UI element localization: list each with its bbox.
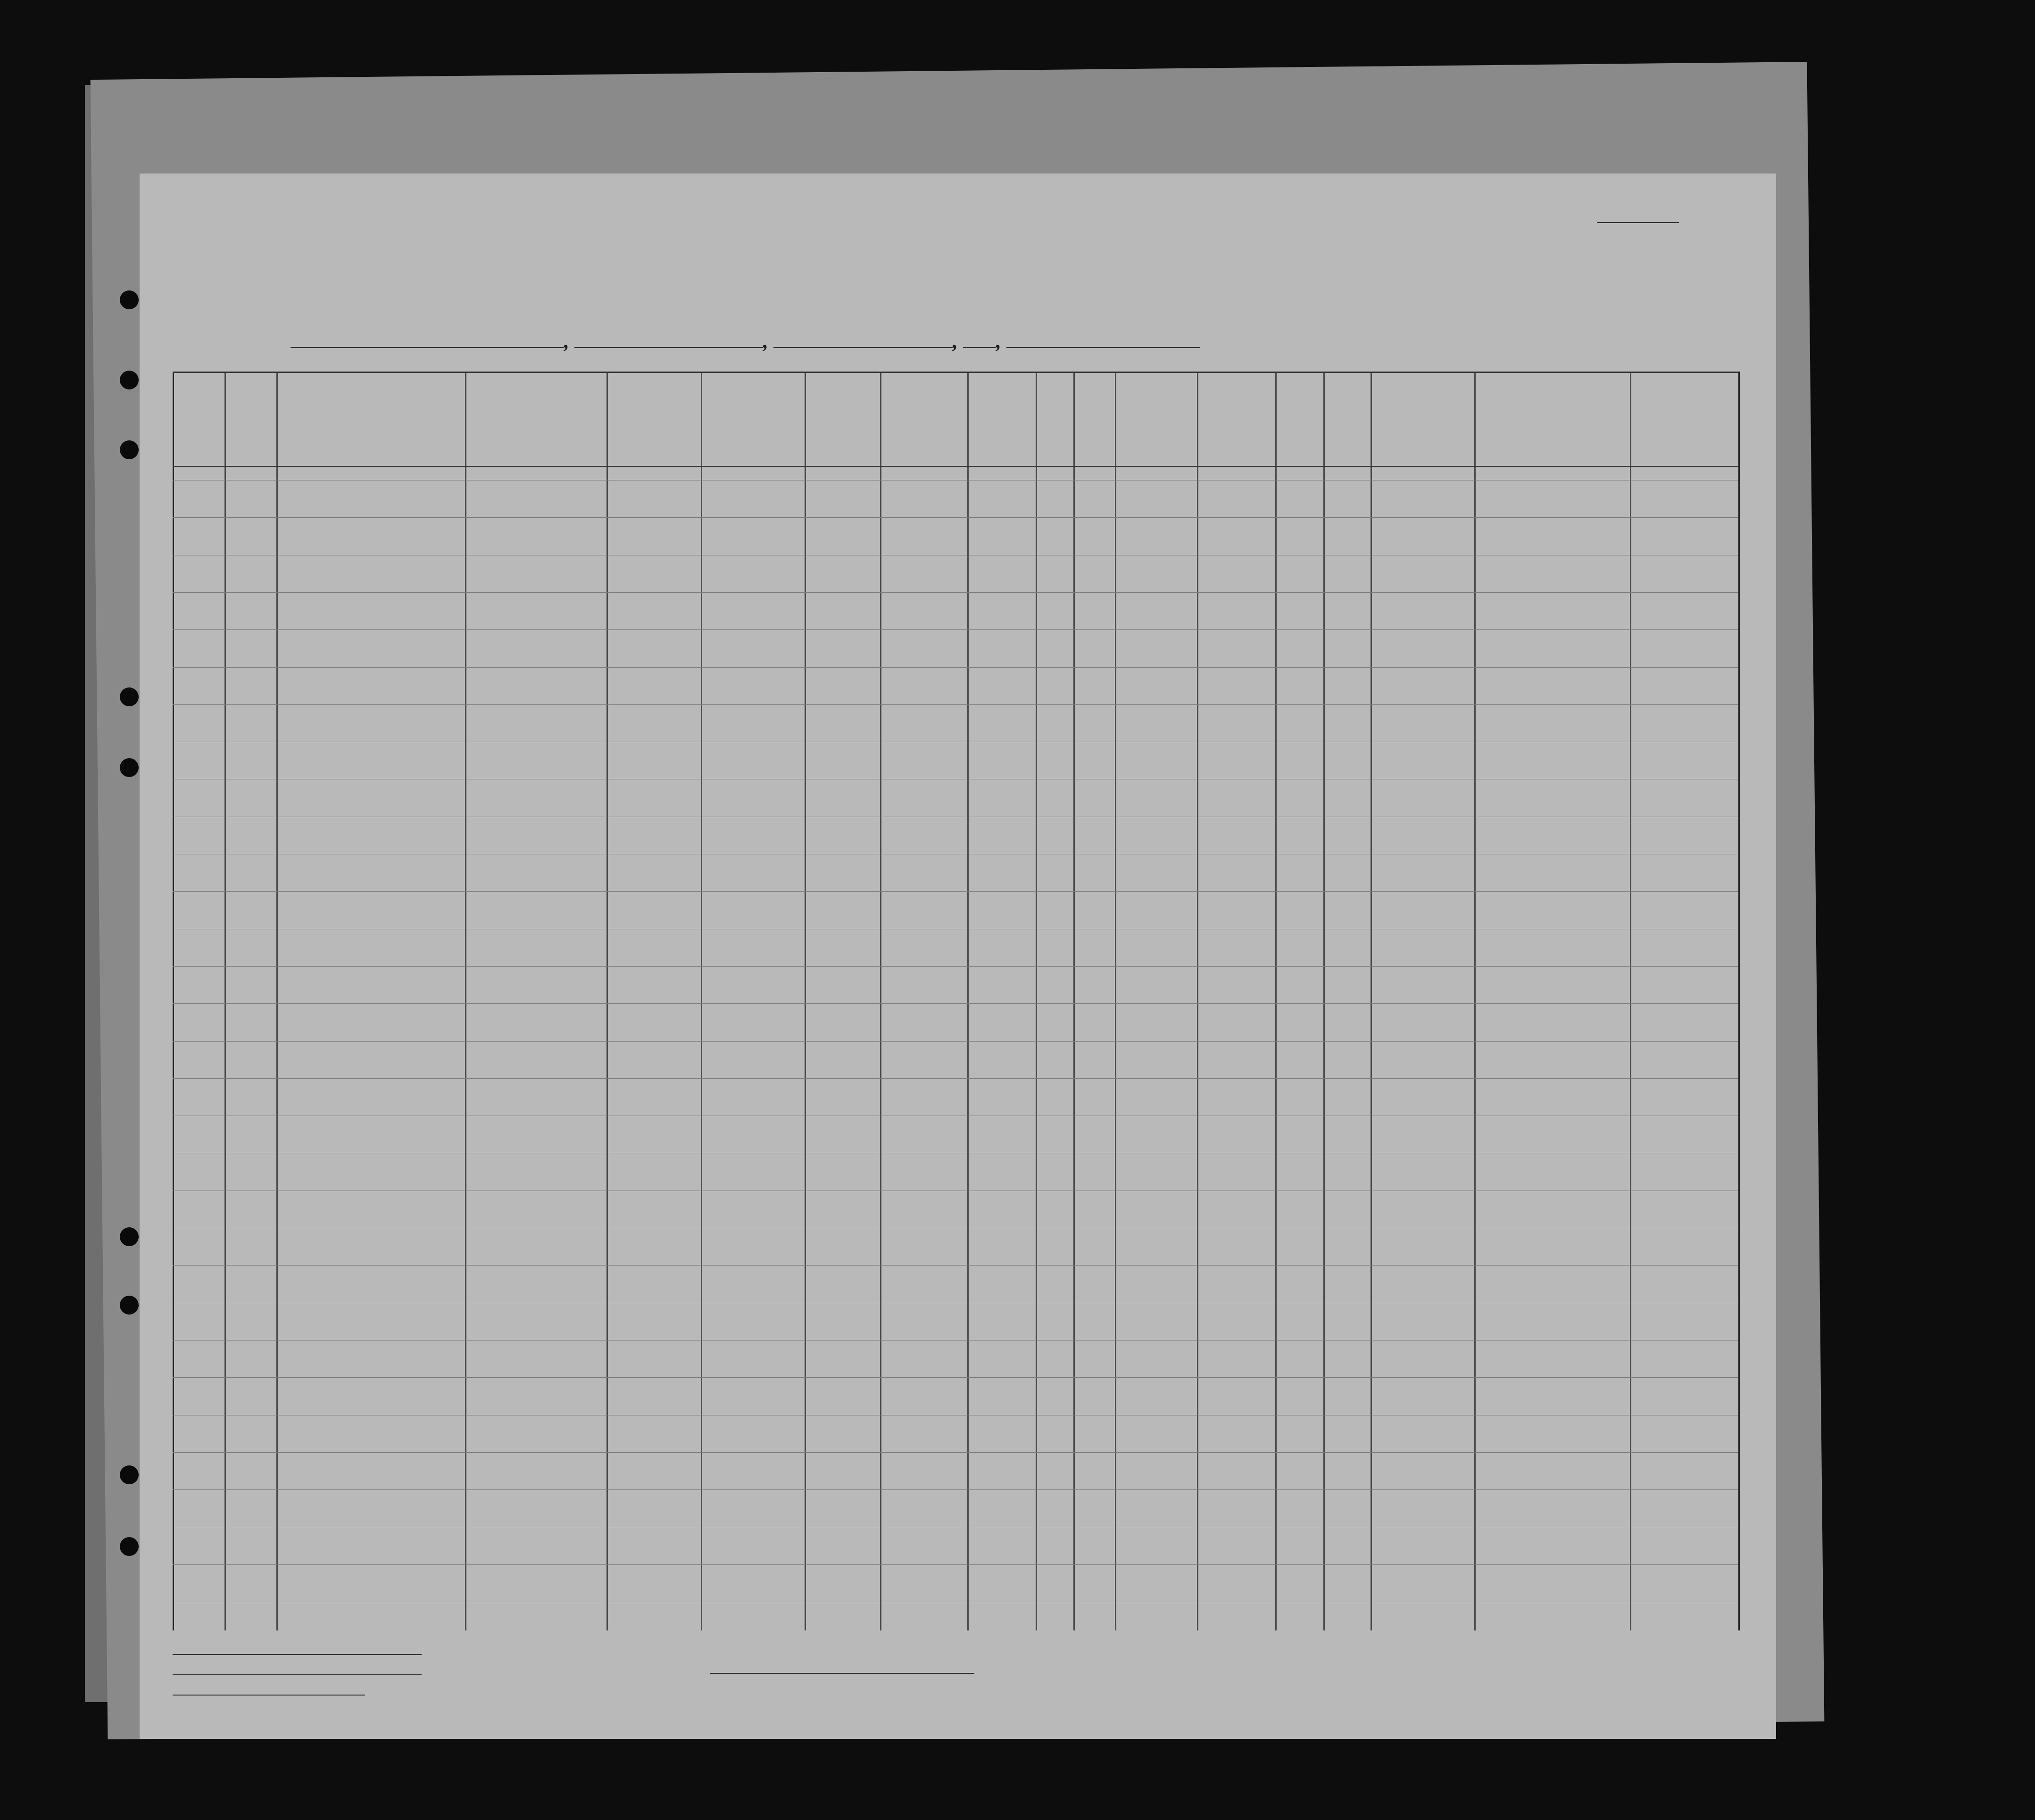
punch-hole [120, 758, 139, 777]
row-rule [173, 592, 1738, 593]
footer-owners-row [173, 1665, 422, 1679]
column-rule [1036, 372, 1037, 1630]
header-rule [173, 466, 1738, 467]
column-rule [1371, 372, 1372, 1630]
sheet-number [1597, 212, 1679, 226]
punch-hole [120, 1296, 139, 1315]
column-rule [701, 372, 702, 1630]
row-rule [173, 1564, 1738, 1565]
column-rule [173, 372, 174, 1630]
owners-value [173, 1674, 422, 1675]
vessel-name [291, 347, 564, 348]
row-rule [173, 1041, 1738, 1042]
arrival-year [963, 347, 996, 348]
punch-hole [120, 290, 139, 309]
row-rule [173, 1452, 1738, 1453]
punch-hole [120, 1465, 139, 1484]
sheet-number-value [1597, 222, 1679, 223]
column-rule [1275, 372, 1277, 1630]
column-rule [1474, 372, 1476, 1630]
row-rule [173, 1489, 1738, 1490]
column-rule [805, 372, 806, 1630]
column-rule [1630, 372, 1631, 1630]
punch-hole [120, 687, 139, 706]
column-rule [880, 372, 881, 1630]
row-rule [173, 1003, 1738, 1004]
column-rule [1323, 372, 1325, 1630]
footer-block [173, 1645, 422, 1699]
column-rule [465, 372, 466, 1630]
vessel-line: , , , , [291, 329, 1200, 353]
punch-hole [120, 440, 139, 459]
column-rule [1197, 372, 1198, 1630]
column-rule [224, 372, 226, 1630]
from-port [1006, 347, 1200, 348]
arrival-date [773, 347, 953, 348]
line-value [173, 1654, 422, 1655]
column-rule [606, 372, 608, 1630]
manifest-table [173, 372, 1738, 1630]
row-rule [173, 704, 1738, 705]
column-rule [1073, 372, 1075, 1630]
manifest-page [140, 174, 1776, 1739]
footer-line-row [173, 1645, 422, 1658]
arrival-port [574, 347, 763, 348]
punch-hole [120, 371, 139, 389]
column-rule [1115, 372, 1116, 1630]
table-top-rule [173, 372, 1738, 373]
column-rule [967, 372, 969, 1630]
punch-hole [120, 1537, 139, 1556]
row-rule [173, 1377, 1738, 1378]
row-rule [173, 517, 1738, 518]
row-rule [173, 629, 1738, 630]
agents-value [173, 1695, 365, 1696]
row-rule [173, 891, 1738, 892]
column-rule [1738, 372, 1740, 1630]
row-rule [173, 1078, 1738, 1079]
column-rule [276, 372, 278, 1630]
row-rule [173, 1265, 1738, 1266]
row-rule [173, 667, 1738, 668]
punch-hole [120, 1227, 139, 1246]
row-rule [173, 966, 1738, 967]
footer-agents-row [173, 1685, 422, 1699]
immigrant-inspector-signature-line [710, 1673, 974, 1677]
